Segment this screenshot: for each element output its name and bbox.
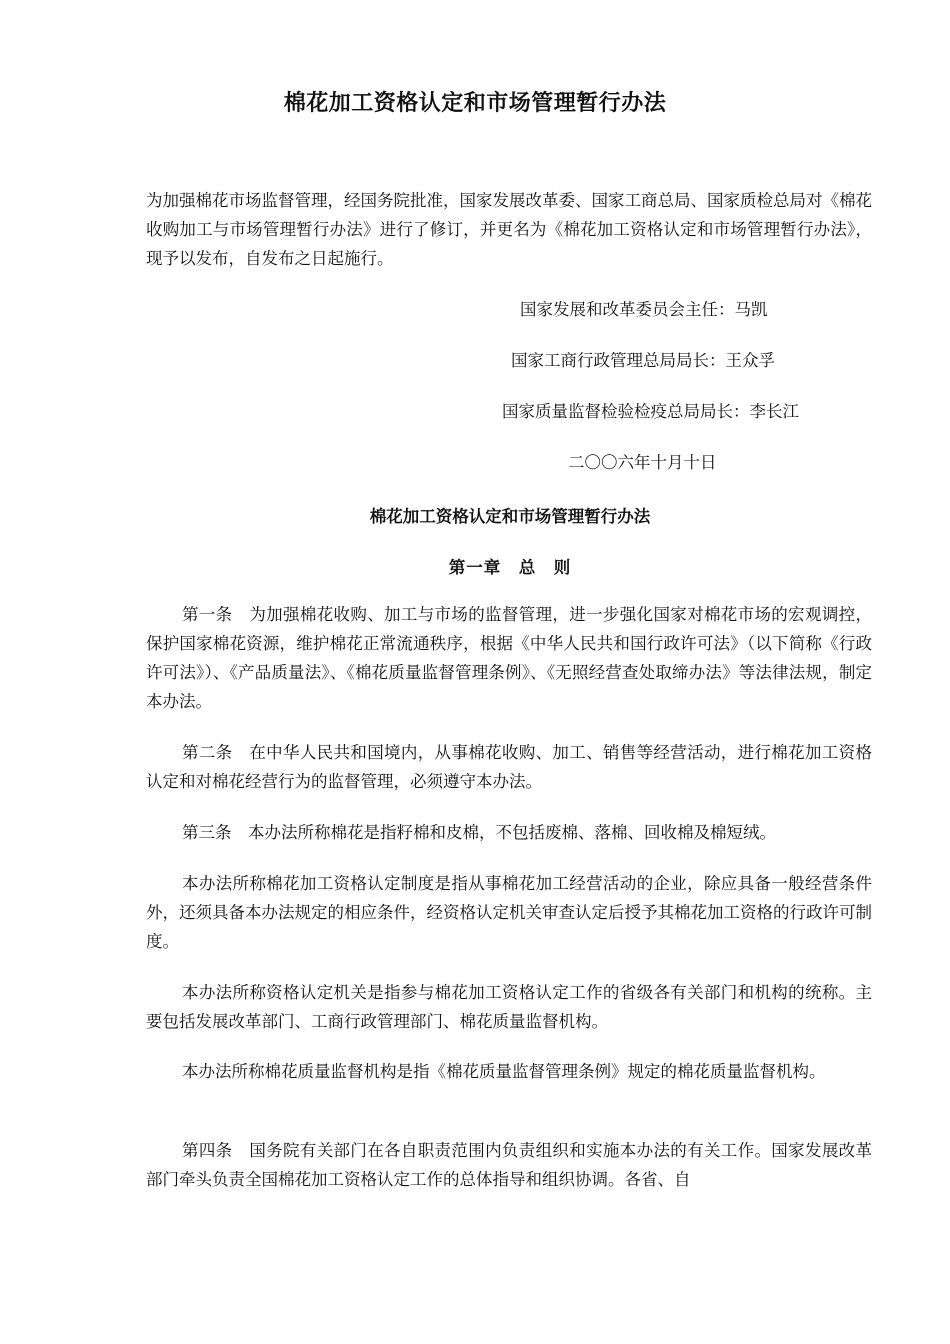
signature-saic: 国家工商行政管理总局局长：王众孚 bbox=[511, 351, 775, 370]
article-3: 第三条 本办法所称棉花是指籽棉和皮棉，不包括废棉、落棉、回收棉及棉短绒。 bbox=[182, 823, 776, 842]
signature-ndrc: 国家发展和改革委员会主任：马凯 bbox=[520, 300, 768, 319]
article-4: 第四条 国务院有关部门在各自职责范围内负责组织和实施本办法的有关工作。国家发展改革部门牵头负责全国棉花加工资格认定工作的总体指导和组织协调。各省、自 bbox=[146, 1141, 872, 1189]
article-3-paragraph-3: 本办法所称资格认定机关是指参与棉花加工资格认定工作的省级各有关部门和机构的统称。主要包括发展改革部门、工商行政管理部门、棉花质量监督机构。 bbox=[146, 983, 872, 1031]
article-1: 第一条 为加强棉花收购、加工与市场的监督管理，进一步强化国家对棉花市场的宏观调控，保护国家棉花资源，维护棉花正常流通秩序，根据《中华人民共和国行政许可法》（以下简称《行政许可法》）、《产品质量法》、《棉花质量监督管理条例》、《无照经营查处取缔办法》等法律法规，制定本办法。 bbox=[146, 605, 872, 711]
section-title: 棉花加工资格认定和市场管理暂行办法 bbox=[369, 507, 651, 526]
issue-date: 二〇〇六年十月十日 bbox=[568, 453, 717, 472]
article-3-paragraph-4: 本办法所称棉花质量监督机构是指《棉花质量监督管理条例》规定的棉花质量监督机构。 bbox=[182, 1062, 826, 1081]
document-title: 棉花加工资格认定和市场管理暂行办法 bbox=[283, 91, 667, 116]
article-2: 第二条 在中华人民共和国境内，从事棉花收购、加工、销售等经营活动，进行棉花加工资格认定和对棉花经营行为的监督管理，必须遵守本办法。 bbox=[146, 743, 872, 791]
article-3-paragraph-2: 本办法所称棉花加工资格认定制度是指从事棉花加工经营活动的企业，除应具备一般经营条件外，还须具备本办法规定的相应条件，经资格认定机关审查认定后授予其棉花加工资格的行政许可制度。 bbox=[146, 874, 872, 951]
signature-aqsiq: 国家质量监督检验检疫总局局长：李长江 bbox=[502, 402, 799, 421]
preamble-paragraph: 为加强棉花市场监督管理，经国务院批准，国家发展改革委、国家工商总局、国家质检总局对《棉花收购加工与市场管理暂行办法》进行了修订，并更名为《棉花加工资格认定和市场管理暂行办法》，现予以发布，自发布之日起施行。 bbox=[146, 191, 872, 268]
chapter-title: 第一章 总 则 bbox=[448, 558, 572, 577]
